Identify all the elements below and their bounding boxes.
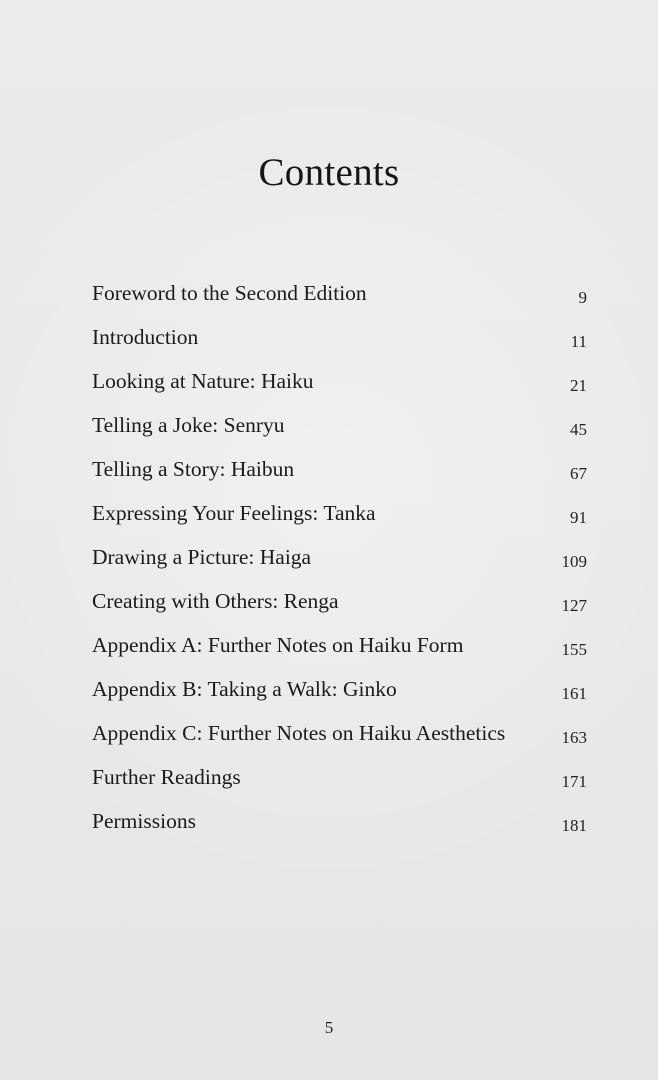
toc-entry	[92, 804, 587, 848]
toc-entry-page: 109	[561, 552, 587, 571]
toc-entry-title: Appendix C: Further Notes on Haiku Aesthetics	[92, 721, 506, 745]
toc-entry-page: 91	[570, 508, 587, 527]
toc-entry-page: 45	[570, 420, 587, 439]
toc-entry-page: 161	[561, 684, 587, 703]
toc-entry	[92, 364, 587, 408]
toc-entry	[92, 408, 587, 452]
toc-entry	[92, 716, 587, 760]
toc-entry-page: 181	[561, 816, 587, 835]
table-of-contents	[92, 276, 587, 848]
toc-entry-page: 155	[561, 640, 587, 659]
toc-entry-title: Telling a Joke: Senryu	[92, 413, 285, 437]
toc-entry-title: Looking at Nature: Haiku	[92, 369, 314, 393]
toc-entry	[92, 540, 587, 584]
toc-entry-page: 11	[570, 332, 587, 351]
toc-entry	[92, 452, 587, 496]
page-number: 5	[324, 1018, 334, 1037]
toc-entry-title: Creating with Others: Renga	[92, 589, 339, 613]
toc-entry-title: Appendix B: Taking a Walk: Ginko	[92, 677, 397, 701]
toc-entry-title: Expressing Your Feelings: Tanka	[92, 501, 376, 525]
toc-entry	[92, 320, 587, 364]
toc-entry	[92, 496, 587, 540]
toc-entry-title: Telling a Story: Haibun	[92, 457, 295, 481]
toc-entry-page: 163	[561, 728, 587, 747]
toc-entry-title: Further Readings	[92, 765, 241, 789]
toc-entry-page: 171	[561, 772, 587, 791]
toc-entry-page: 21	[570, 376, 587, 395]
toc-entry	[92, 276, 587, 320]
toc-entry-page: 127	[561, 596, 587, 615]
toc-entry-page: 67	[570, 464, 587, 483]
toc-entry	[92, 672, 587, 716]
toc-entry-title: Permissions	[92, 809, 196, 833]
toc-entry	[92, 628, 587, 672]
toc-entry	[92, 760, 587, 804]
toc-entry-title: Drawing a Picture: Haiga	[92, 545, 312, 569]
toc-entry-title: Appendix A: Further Notes on Haiku Form	[92, 633, 464, 657]
toc-entry	[92, 584, 587, 628]
toc-entry-page: 9	[578, 288, 587, 307]
toc-entry-title: Foreword to the Second Edition	[92, 281, 367, 305]
contents-heading: Contents	[258, 151, 400, 194]
toc-entry-title: Introduction	[92, 325, 199, 349]
